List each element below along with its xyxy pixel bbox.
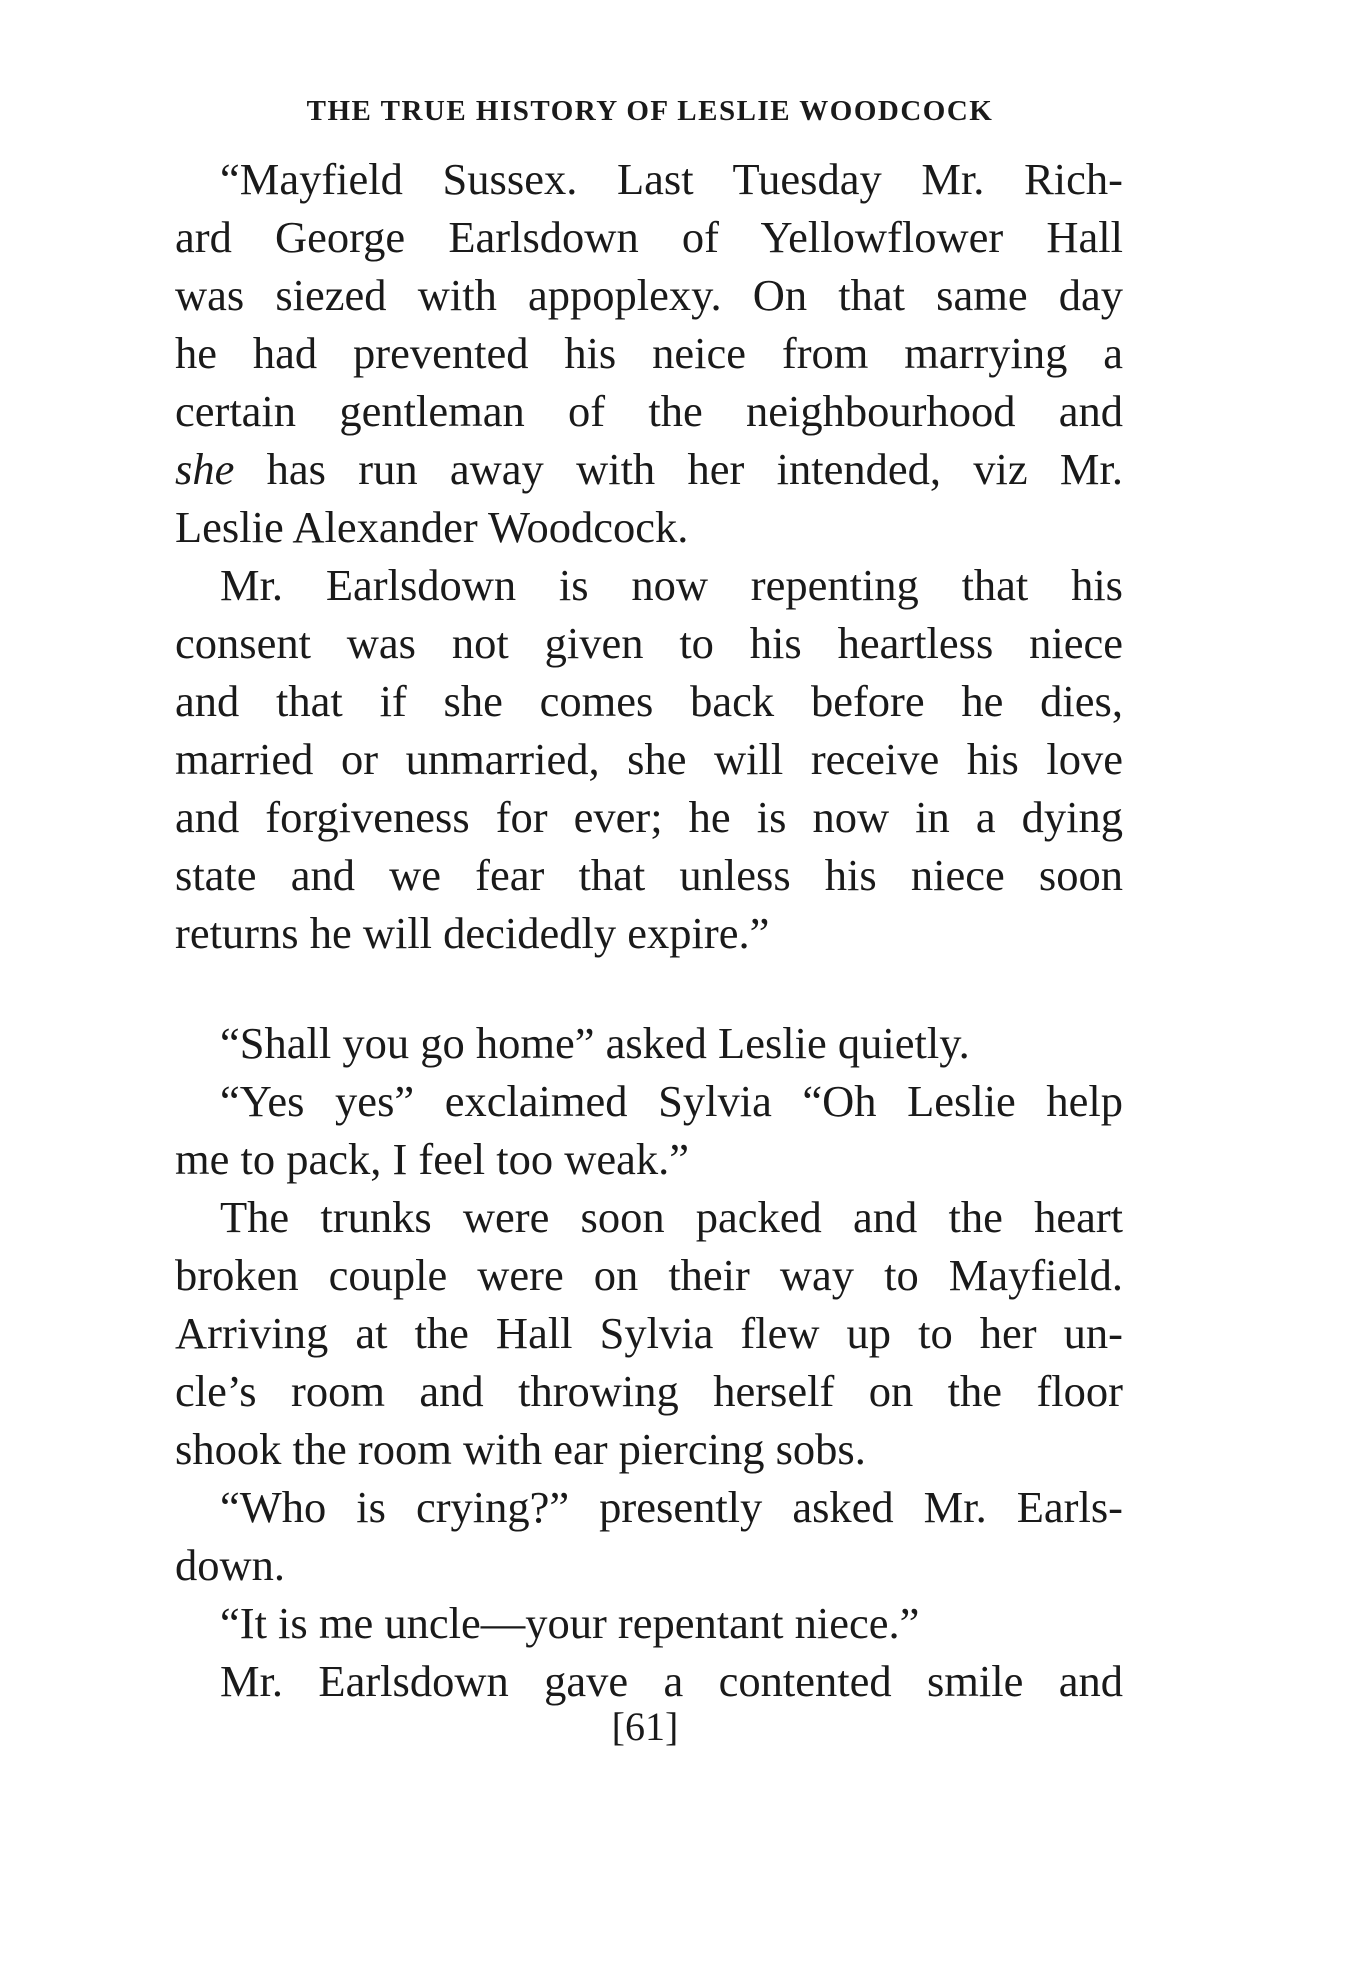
text-line: “It is me uncle—your repentant niece.” [220,1598,920,1648]
text-line: certain gentleman of the neighbourhood and [175,386,1123,436]
text-line: cle’s room and throwing herself on the floor [175,1366,1123,1416]
text-line: married or unmarried, she will receive his love [175,734,1123,784]
paragraph-contented-smile [175,1652,1123,1710]
text-line: “Shall you go home” asked Leslie quietly. [220,1018,970,1068]
text-line: me to pack, I feel too weak.” [175,1134,689,1184]
emphasis-she: she [175,444,235,494]
paragraph-shall-you-go-home [175,1014,1123,1072]
text-line: The trunks were soon packed and the heart [220,1192,1123,1242]
page-number: [61] [611,1704,679,1749]
text-line: shook the room with ear piercing sobs. [175,1424,866,1474]
text-line: returns he will decidedly expire.” [175,908,770,958]
text-line: and forgiveness for ever; he is now in a dying [175,792,1123,842]
text-line-rest: has run away with her intended, viz Mr. [234,444,1123,494]
paragraph-trunks-packed [175,1188,1123,1478]
text-line: was siezed with appoplexy. On that same day [175,270,1123,320]
text-line: “Who is crying?” presently asked Mr. Earls- [220,1482,1123,1532]
text-line: and that if she comes back before he dies, [175,676,1123,726]
text-line: “Mayfield Sussex. Last Tuesday Mr. Rich- [220,154,1123,204]
text-line: Arriving at the Hall Sylvia flew up to her un- [175,1308,1123,1358]
paragraph-letter-part-2 [175,556,1123,962]
paragraph-letter-part-1 [175,150,1123,556]
paragraph-yes-yes [175,1072,1123,1188]
paragraph-gap [175,962,1123,1014]
paragraph-who-is-crying [175,1478,1123,1594]
text-line: Mr. Earlsdown gave a contented smile and [220,1656,1123,1706]
text-line: he had prevented his neice from marrying a [175,328,1123,378]
text-line: down. [175,1540,286,1590]
text-line: ard George Earlsdown of Yellowflower Hall [175,212,1123,262]
text-line: consent was not given to his heartless niece [175,618,1123,668]
text-line: Mr. Earlsdown is now repenting that his [220,560,1123,610]
running-head: THE TRUE HISTORY OF LESLIE WOODCOCK [306,95,994,127]
text-line [175,440,1123,498]
text-line: state and we fear that unless his niece soon [175,850,1123,900]
text-line: “Yes yes” exclaimed Sylvia “Oh Leslie help [220,1076,1123,1126]
paragraph-it-is-me [175,1594,1123,1652]
body-text [175,150,1123,1710]
text-line: broken couple were on their way to Mayfield. [175,1250,1123,1300]
text-line: Leslie Alexander Woodcock. [175,502,689,552]
